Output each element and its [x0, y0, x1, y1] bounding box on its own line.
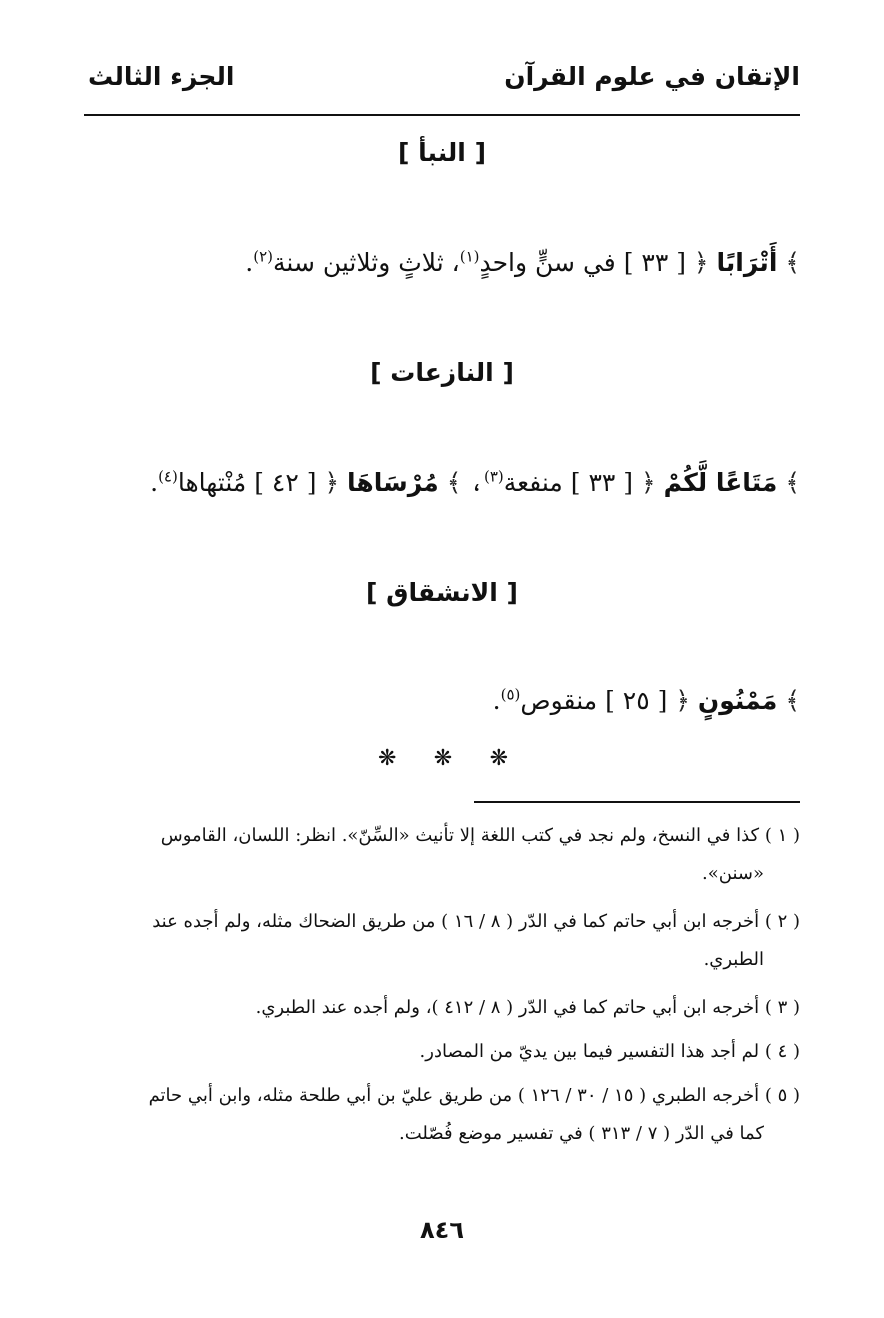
- gloss-text: منقوص: [520, 686, 598, 715]
- separator: ،: [469, 468, 484, 497]
- entry-naba: [245, 248, 800, 277]
- ornament-close-icon: ﴿: [675, 686, 690, 715]
- star-divider: [378, 746, 508, 776]
- footnote-text: ( ١ ) كذا في النسخ، ولم نجد في كتب اللغة إلا تأنيث «السِّنّ». انظر: اللسان، القاموس: [160, 825, 800, 846]
- entry-naziat: [150, 468, 800, 497]
- quran-word: مَتَاعًا لَّكُمْ: [663, 468, 778, 497]
- ornament-open-icon: ﴾: [785, 686, 800, 715]
- verse-ref: [ ٣٣ ]: [570, 468, 634, 497]
- footnote-continuation: كما في الدّر ( ٧ / ٣١٣ ) في تفسير موضع فُصّلت.: [399, 1123, 764, 1144]
- verse-ref: [ ٢٥ ]: [605, 686, 668, 715]
- ornament-close-icon: ﴿: [693, 248, 709, 277]
- gloss-text: مُنْتهاها: [177, 468, 247, 497]
- footnote-text: ( ٥ ) أخرجه الطبري ( ١٥ / ٣٠ / ١٢٦ ) من طريق عليّ بن أبي طلحة مثله، وابن أبي حاتم: [148, 1085, 800, 1106]
- footnote-marker: (٥): [500, 685, 521, 704]
- verse-ref: [ ٣٣ ]: [623, 248, 686, 277]
- end-mark: .: [492, 686, 501, 715]
- quran-word: مُرْسَاهَا: [347, 468, 439, 497]
- quran-word: أَتْرَابًا: [716, 248, 778, 277]
- ornament-close-icon: ﴿: [641, 468, 656, 497]
- gloss-text: ، ثلاثٍ وثلاثين سنة: [273, 248, 460, 277]
- section-title-naba: [ النبأ ]: [397, 138, 486, 167]
- verse-ref: [ ٤٢ ]: [254, 468, 317, 497]
- page-number: ٨٤٦: [420, 1216, 464, 1244]
- footnote-1: [84, 824, 800, 886]
- section-title-inshiqaq: [ الانشقاق ]: [365, 578, 518, 607]
- footnote-continuation: الطبري.: [703, 949, 764, 970]
- footnote-2: [84, 910, 800, 972]
- ornament-open-icon: ﴾: [785, 468, 800, 497]
- footnote-text: ( ٢ ) أخرجه ابن أبي حاتم كما في الدّر ( ٨ / ١٦ ) من طريق الضحاك مثله، ولم أجده عند: [152, 911, 800, 932]
- footnote-marker: (٤): [158, 467, 178, 486]
- end-mark: .: [245, 248, 254, 277]
- footnote-text: ( ٣ ) أخرجه ابن أبي حاتم كما في الدّر ( ٨ / ٤١٢ )، ولم أجده عند الطبري.: [255, 997, 800, 1018]
- star-icon: ❋: [378, 746, 397, 771]
- entry-inshiqaq: [493, 686, 800, 715]
- footnote-marker: (٣): [484, 467, 504, 486]
- volume-label: الجزء الثالث: [88, 62, 235, 91]
- footnote-4: [84, 1040, 800, 1064]
- gloss-text: منفعة: [503, 468, 563, 497]
- ornament-open-icon: ﴾: [446, 468, 462, 497]
- quran-word: مَمْنُونٍ: [697, 686, 778, 715]
- section-title-naziat: [ النازعات ]: [370, 358, 514, 387]
- header-rule: [84, 114, 800, 116]
- book-title: الإتقان في علوم القرآن: [504, 62, 800, 91]
- footnote-continuation: «سنن».: [702, 863, 764, 884]
- footnote-3: [84, 996, 800, 1020]
- ornament-close-icon: ﴿: [324, 468, 340, 497]
- end-mark: .: [150, 468, 159, 497]
- star-icon: ❋: [433, 746, 453, 771]
- footnote-5: [84, 1084, 800, 1146]
- footnote-marker: (١): [459, 247, 480, 266]
- gloss-text: في سنٍّ واحدٍ: [479, 248, 616, 277]
- star-icon: ❋: [489, 746, 508, 771]
- footnote-rule: [474, 801, 800, 803]
- footnote-text: ( ٤ ) لم أجد هذا التفسير فيما بين يديّ من المصادر.: [419, 1041, 800, 1062]
- footnote-marker: (٢): [253, 247, 273, 266]
- ornament-open-icon: ﴾: [785, 248, 800, 277]
